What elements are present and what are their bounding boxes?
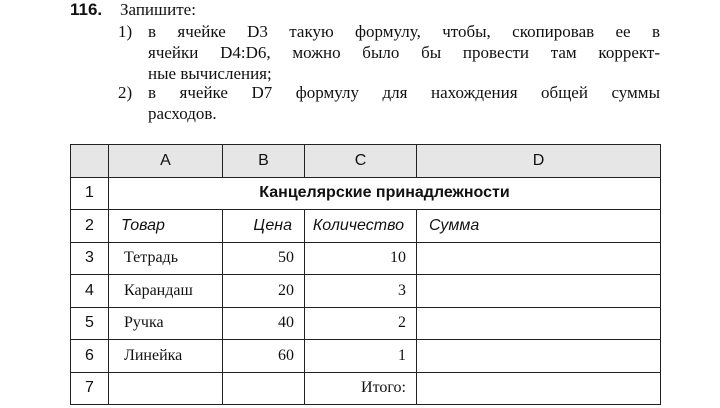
task-text	[0, 0, 720, 130]
row-number[interactable]: 6	[71, 340, 109, 373]
total-label[interactable]: Итого:	[305, 372, 417, 405]
table-row	[71, 372, 661, 405]
cell-sum[interactable]	[417, 340, 661, 373]
table-title-cell[interactable]: Канцелярские принадлежности	[109, 177, 661, 210]
row-number[interactable]: 1	[71, 177, 109, 210]
row-number[interactable]: 2	[71, 210, 109, 243]
task-item-2	[118, 82, 663, 124]
cell-qty[interactable]: 3	[305, 275, 417, 308]
column-header-b[interactable]: B	[223, 145, 305, 178]
column-header-c[interactable]: C	[305, 145, 417, 178]
cell-sum[interactable]	[417, 242, 661, 275]
row-number[interactable]: 7	[71, 372, 109, 405]
task-item-1	[118, 21, 663, 84]
header-cell-sum[interactable]: Сумма	[417, 210, 661, 243]
cell-price[interactable]: 20	[223, 275, 305, 308]
row-number[interactable]: 4	[71, 275, 109, 308]
header-cell-qty[interactable]: Количество	[305, 210, 417, 243]
cell-sum[interactable]	[417, 307, 661, 340]
task-number: 116.	[70, 0, 103, 19]
task-intro: Запишите:	[120, 0, 196, 19]
table-row	[71, 242, 661, 275]
table-row	[71, 210, 661, 243]
task-item-marker: 2)	[118, 83, 133, 102]
column-header-row	[71, 145, 661, 178]
task-item-line: в ячейке D7 формулу для нахождения общей суммы	[148, 83, 660, 102]
corner-cell[interactable]	[71, 145, 109, 178]
row-number[interactable]: 3	[71, 242, 109, 275]
cell-qty[interactable]: 10	[305, 242, 417, 275]
task-item-line: расходов.	[148, 104, 217, 123]
cell-item[interactable]: Тетрадь	[109, 242, 223, 275]
row-number[interactable]: 5	[71, 307, 109, 340]
column-header-d[interactable]: D	[417, 145, 661, 178]
cell-price[interactable]: 40	[223, 307, 305, 340]
table-row	[71, 275, 661, 308]
spreadsheet-table	[70, 144, 661, 405]
task-item-marker: 1)	[118, 22, 133, 41]
cell-price[interactable]: 60	[223, 340, 305, 373]
table-row	[71, 307, 661, 340]
cell-empty[interactable]	[109, 372, 223, 405]
table-row	[71, 340, 661, 373]
task-item-line: ные вычисления;	[148, 64, 272, 83]
cell-item[interactable]: Линейка	[109, 340, 223, 373]
total-value-cell[interactable]	[417, 372, 661, 405]
task-item-line: ячейки D4:D6, можно было бы провести там коррект-	[148, 43, 660, 62]
cell-item[interactable]: Ручка	[109, 307, 223, 340]
cell-item[interactable]: Карандаш	[109, 275, 223, 308]
header-cell-price[interactable]: Цена	[223, 210, 305, 243]
cell-qty[interactable]: 2	[305, 307, 417, 340]
header-cell-item[interactable]: Товар	[109, 210, 223, 243]
cell-empty[interactable]	[223, 372, 305, 405]
cell-sum[interactable]	[417, 275, 661, 308]
task-item-line: в ячейке D3 такую формулу, чтобы, скопировав ее в	[148, 22, 660, 41]
table-row	[71, 177, 661, 210]
cell-price[interactable]: 50	[223, 242, 305, 275]
cell-qty[interactable]: 1	[305, 340, 417, 373]
column-header-a[interactable]: A	[109, 145, 223, 178]
